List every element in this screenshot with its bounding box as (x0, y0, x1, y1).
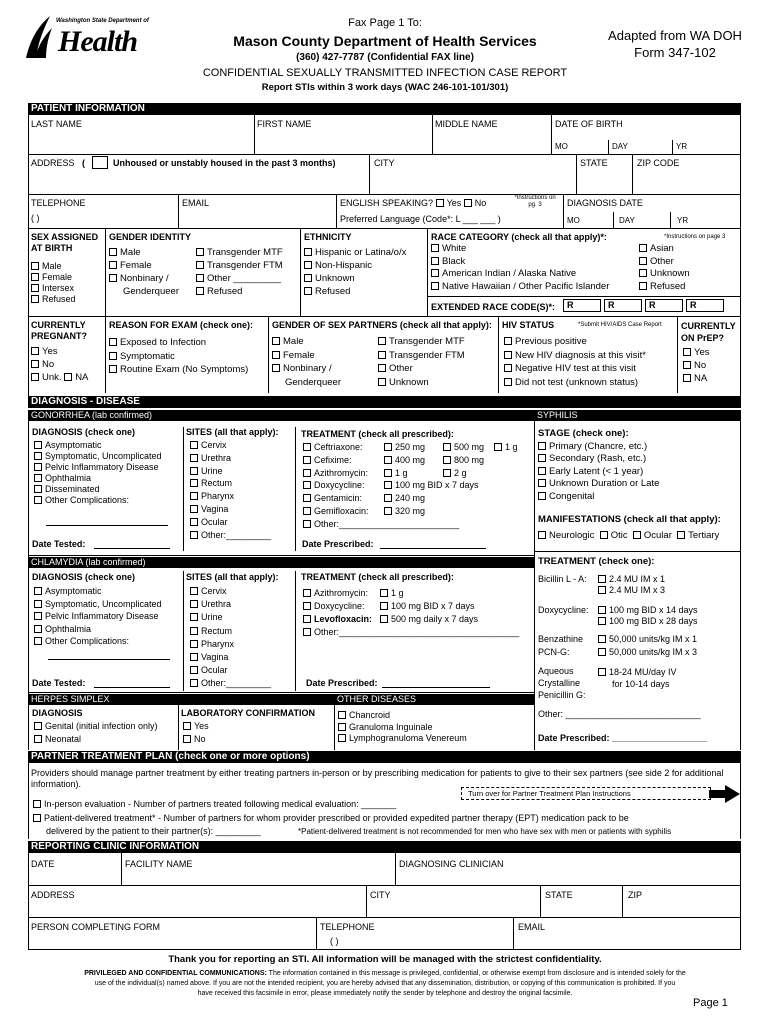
sex-at-birth-options: Male Female Intersex Refused (31, 261, 76, 305)
ct-sites-options: Cervix Urethra Urine Rectum Pharynx Vagina Ocular Other:_________ (190, 586, 271, 692)
middle-name-input[interactable] (435, 131, 548, 151)
granuloma-checkbox[interactable] (338, 723, 346, 731)
email-label: EMAIL (182, 198, 210, 208)
ct-site-vagina-checkbox[interactable] (190, 653, 198, 661)
pregnant-na-checkbox[interactable] (64, 373, 72, 381)
gc-doxycycline-checkbox[interactable] (303, 481, 311, 489)
manifest-tertiary-checkbox[interactable] (677, 531, 685, 539)
turnover-note: Turn over for Partner Treatment Plan Instructions (461, 787, 711, 800)
ct-dose-1g-checkbox[interactable] (380, 589, 388, 597)
ethnicity-options: Hispanic or Latina/o/x Non-Hispanic Unknown Refused (304, 247, 406, 299)
stage-congenital-checkbox[interactable] (538, 492, 546, 500)
lab-yes-checkbox[interactable] (183, 722, 191, 730)
partner-nonbinary-checkbox[interactable] (272, 364, 280, 372)
lgv-checkbox[interactable] (338, 734, 346, 742)
ethnicity-hispanic-checkbox[interactable] (304, 248, 312, 256)
chancroid-checkbox[interactable] (338, 711, 346, 719)
race-code-1[interactable]: R (563, 299, 601, 312)
gc-other-med-checkbox[interactable] (303, 520, 311, 528)
prep-na-checkbox[interactable] (683, 374, 691, 382)
gc-site-other-checkbox[interactable] (190, 531, 198, 539)
partner-other-checkbox[interactable] (378, 364, 386, 372)
clinic-city-label: CITY (370, 890, 391, 900)
reason-exposed-checkbox[interactable] (109, 338, 117, 346)
other-diseases-header: OTHER DISEASES (334, 694, 534, 705)
partner-ftm-checkbox[interactable] (378, 351, 386, 359)
clinic-telephone-label: TELEPHONE (320, 922, 375, 932)
hiv-previous-checkbox[interactable] (504, 337, 512, 345)
ct-other-checkbox[interactable] (34, 637, 42, 645)
ct-site-pharynx-checkbox[interactable] (190, 640, 198, 648)
reason-symptomatic-checkbox[interactable] (109, 352, 117, 360)
gc-site-urine-checkbox[interactable] (190, 467, 198, 475)
city-label: CITY (374, 158, 395, 168)
ct-date-prescribed: Date Prescribed: (306, 678, 378, 688)
thanks-note: Thank you for reporting an STI. All information will be managed with the strictest confidentiality. (168, 954, 602, 965)
ct-dose-levo-checkbox[interactable] (380, 615, 388, 623)
gc-asymptomatic-checkbox[interactable] (34, 441, 42, 449)
fax-phone: (360) 427-7787 (Confidential FAX line) (296, 52, 474, 63)
ct-dx-label: DIAGNOSIS (check one) (32, 572, 136, 582)
gc-meds: Ceftriaxone: Cefixime: Azithromycin: Doxycycline: Gentamicin: Gemifloxacin: Other:________________________ (303, 442, 459, 532)
herpes-header: HERPES SIMPLEX (28, 694, 334, 705)
aqueous-label: Aqueous Crystalline Penicillin G: (538, 666, 586, 700)
gender-other-checkbox[interactable] (196, 274, 204, 282)
ethnicity-unknown-checkbox[interactable] (304, 274, 312, 282)
ct-site-ocular-checkbox[interactable] (190, 666, 198, 674)
partners-options-2: Transgender MTF Transgender FTM Other Unknown (378, 336, 465, 390)
prep-yes-checkbox[interactable] (683, 348, 691, 356)
pdt-checkbox[interactable] (33, 814, 41, 822)
gc-pid-checkbox[interactable] (34, 463, 42, 471)
race-unknown-checkbox[interactable] (639, 269, 647, 277)
ct-site-other-checkbox[interactable] (190, 679, 198, 687)
pregnant-unk-checkbox[interactable] (31, 373, 39, 381)
gc-site-urethra-checkbox[interactable] (190, 454, 198, 462)
manifest-otic-checkbox[interactable] (600, 531, 608, 539)
logo-health-text: Health (58, 25, 138, 58)
race-aian-checkbox[interactable] (431, 269, 439, 277)
logo-small-text: Washington State Department of (56, 18, 149, 24)
partner-male-checkbox[interactable] (272, 337, 280, 345)
gender-options-1: Male Female Nonbinary / Genderqueer (109, 247, 179, 299)
gc-dose-1g-b-checkbox[interactable] (494, 443, 502, 451)
arrow-right-icon (709, 785, 741, 803)
sex-male-checkbox[interactable] (31, 262, 39, 270)
state-label: STATE (580, 158, 608, 168)
stage-primary-checkbox[interactable] (538, 442, 546, 450)
gender-options-2: Transgender MTF Transgender FTM Other _________ Refused (196, 247, 283, 299)
unhoused-label: Unhoused or unstably housed in the past 3 months) (113, 158, 336, 168)
gc-dose-250mg-checkbox[interactable] (384, 443, 392, 451)
ct-meds: Azithromycin: Doxycycline: Levofloxacin: Other:____________________________________ (303, 588, 519, 640)
gc-ceftriaxone-checkbox[interactable] (303, 443, 311, 451)
ct-levofloxacin-checkbox[interactable] (303, 615, 311, 623)
race-options-2: Asian Other Unknown Refused (639, 243, 690, 293)
telephone-label: TELEPHONE (31, 198, 86, 208)
aqueous-checkbox[interactable] (598, 668, 606, 676)
sex-refused-checkbox[interactable] (31, 295, 39, 303)
gc-dose-1g-checkbox[interactable] (384, 469, 392, 477)
syph-doxy-28-checkbox[interactable] (598, 617, 606, 625)
pdt-note: *Patient-delivered treatment is not recommended for men who have sex with men or patients with syphilis (298, 827, 672, 836)
dob-label: DATE OF BIRTH (555, 119, 623, 129)
benzathine-doses: 50,000 units/kg IM x 1 50,000 units/kg IM x 3 (598, 634, 697, 660)
stage-options: Primary (Chancre, etc.) Secondary (Rash, etc.) Early Latent (< 1 year) Unknown Duration or Late Congenital (538, 441, 659, 503)
gc-dose-320mg-checkbox[interactable] (384, 507, 392, 515)
other-diseases-options: Chancroid Granuloma Inguinale Lymphogranuloma Venereum (338, 710, 467, 745)
page-number: Page 1 (693, 997, 728, 1009)
pregnant-label: CURRENTLY PREGNANT? (31, 320, 87, 341)
last-name-label: LAST NAME (31, 119, 82, 129)
ct-pid-checkbox[interactable] (34, 612, 42, 620)
gc-dose-doxy-checkbox[interactable] (384, 481, 392, 489)
hiv-options: Previous positive New HIV diagnosis at this visit* Negative HIV test at this visit Did not test (unknown status) (504, 336, 646, 390)
gc-azithromycin-checkbox[interactable] (303, 469, 311, 477)
clinician-label: DIAGNOSING CLINICIAN (399, 859, 504, 869)
race-white-checkbox[interactable] (431, 244, 439, 252)
manifest-neuro-checkbox[interactable] (538, 531, 546, 539)
ct-doses: 1 g 100 mg BID x 7 days 500 mg daily x 7 days (380, 588, 478, 627)
ct-site-cervix-checkbox[interactable] (190, 587, 198, 595)
gc-site-rectum-checkbox[interactable] (190, 479, 198, 487)
syph-doxy-14-checkbox[interactable] (598, 606, 606, 614)
ethnicity-refused-checkbox[interactable] (304, 287, 312, 295)
bicillin-x3-checkbox[interactable] (598, 586, 606, 594)
english-no-checkbox[interactable] (464, 199, 472, 207)
diagnosis-date-label: DIAGNOSIS DATE (567, 198, 643, 208)
gc-other-checkbox[interactable] (34, 496, 42, 504)
address-label: ADDRESS ( (31, 158, 86, 168)
ct-site-urethra-checkbox[interactable] (190, 600, 198, 608)
pdt-line-2: delivered by the patient to their partner(s): _________ (46, 826, 261, 836)
gender-identity-label: GENDER IDENTITY (109, 232, 192, 242)
gc-dx-options: Asymptomatic Symptomatic, Uncomplicated Pelvic Inflammatory Disease Ophthalmia Disseminated Other Complications: (34, 440, 162, 506)
partner-unknown-checkbox[interactable] (378, 378, 386, 386)
preferred-language: Preferred Language (Code*: L ___ ___ ) (340, 214, 501, 224)
benz-x1-checkbox[interactable] (598, 635, 606, 643)
clinic-zip-label: ZIP (628, 890, 643, 900)
prep-no-checkbox[interactable] (683, 361, 691, 369)
race-code-2[interactable]: R (604, 299, 642, 312)
aqueous-doses: 18-24 MU/day IV for 10-14 days (598, 667, 677, 691)
race-black-checkbox[interactable] (431, 257, 439, 265)
benz-x3-checkbox[interactable] (598, 648, 606, 656)
ct-date-tested: Date Tested: (32, 678, 86, 688)
syph-doxy-doses: 100 mg BID x 14 days 100 mg BID x 28 days (598, 605, 698, 627)
form-title: CONFIDENTIAL SEXUALLY TRANSMITTED INFECTION CASE REPORT (202, 67, 568, 79)
race-code-4[interactable]: R (686, 299, 724, 312)
gc-doses-a: 250 mg 400 mg 1 g 100 mg BID x 7 days 240 mg 320 mg (384, 442, 479, 519)
partners-options-1: Male Female Nonbinary / Genderqueer (272, 336, 341, 390)
hiv-negative-checkbox[interactable] (504, 364, 512, 372)
ethnicity-label: ETHNICITY (304, 232, 352, 242)
gc-cefixime-checkbox[interactable] (303, 456, 311, 464)
lab-confirmation-label: LABORATORY CONFIRMATION (181, 708, 315, 718)
middle-name-label: MIDDLE NAME (435, 119, 498, 129)
prep-label: CURRENTLY ON PrEP? (681, 321, 736, 343)
gc-site-vagina-checkbox[interactable] (190, 505, 198, 513)
ct-asymptomatic-checkbox[interactable] (34, 587, 42, 595)
pregnant-yes-checkbox[interactable] (31, 347, 39, 355)
stage-secondary-checkbox[interactable] (538, 454, 546, 462)
herpes-dx-label: DIAGNOSIS (32, 708, 83, 718)
gc-disseminated-checkbox[interactable] (34, 485, 42, 493)
reason-routine-checkbox[interactable] (109, 365, 117, 373)
gc-gentamicin-checkbox[interactable] (303, 494, 311, 502)
ethnicity-non-hispanic-checkbox[interactable] (304, 261, 312, 269)
gc-site-cervix-checkbox[interactable] (190, 441, 198, 449)
gc-treatment-label: TREATMENT (check all prescribed): (301, 429, 454, 439)
gc-dx-label: DIAGNOSIS (check one) (32, 427, 136, 437)
gender-ftm-checkbox[interactable] (196, 261, 204, 269)
gc-dose-240mg-checkbox[interactable] (384, 494, 392, 502)
benzathine-label: Benzathine PCN-G: (538, 634, 584, 657)
gonorrhea-header: GONORRHEA (lab confirmed) (28, 410, 534, 421)
extended-race-boxes (563, 299, 727, 312)
gc-doses-b: 500 mg 800 mg 2 g (443, 442, 484, 480)
gender-refused-checkbox[interactable] (196, 287, 204, 295)
sex-intersex-checkbox[interactable] (31, 284, 39, 292)
race-nhpi-checkbox[interactable] (431, 282, 439, 290)
clinic-email-label: EMAIL (518, 922, 546, 932)
hiv-status-label: HIV STATUS (502, 320, 555, 330)
hiv-not-tested-checkbox[interactable] (504, 378, 512, 386)
gender-female-checkbox[interactable] (109, 261, 117, 269)
diagnosis-section-header: DIAGNOSIS - DISEASE (28, 396, 741, 408)
prep-options: Yes No NA (683, 347, 710, 386)
sex-female-checkbox[interactable] (31, 273, 39, 281)
ct-doxycycline-checkbox[interactable] (303, 602, 311, 610)
last-name-input[interactable] (31, 131, 251, 151)
pregnant-options: Yes No Unk. NA (31, 346, 88, 385)
telephone-paren: ( ) (31, 213, 40, 223)
stage-early-latent-checkbox[interactable] (538, 467, 546, 475)
in-person-option: In-person evaluation - Number of partners treated following medical evaluation: _______ (33, 799, 396, 809)
manifest-ocular-checkbox[interactable] (633, 531, 641, 539)
bicillin-x1-checkbox[interactable] (598, 575, 606, 583)
gc-date-prescribed: Date Prescribed: (302, 539, 374, 549)
syph-other: Other: ___________________________ (538, 709, 701, 719)
pregnant-no-checkbox[interactable] (31, 360, 39, 368)
gender-male-checkbox[interactable] (109, 248, 117, 256)
partner-female-checkbox[interactable] (272, 351, 280, 359)
pdt-option: Patient-delivered treatment* - Number of partners for whom provider prescribed or provided expedited partner therapy (EPT) medication pack to be (33, 813, 629, 823)
gender-mtf-checkbox[interactable] (196, 248, 204, 256)
gc-site-ocular-checkbox[interactable] (190, 518, 198, 526)
partner-mtf-checkbox[interactable] (378, 337, 386, 345)
person-completing-label: PERSON COMPLETING FORM (31, 922, 161, 932)
herpes-options: Genital (initial infection only) Neonatal (34, 721, 158, 746)
gc-dose-c: 1 g (494, 442, 518, 453)
ct-dx-options: Asymptomatic Symptomatic, Uncomplicated Pelvic Inflammatory Disease Ophthalmia Other Complications: (34, 586, 162, 649)
ct-symptomatic-checkbox[interactable] (34, 600, 42, 608)
ct-ophthalmia-checkbox[interactable] (34, 625, 42, 633)
reason-options: Exposed to Infection Symptomatic Routine Exam (No Symptoms) (109, 337, 248, 378)
unhoused-checkbox[interactable] (92, 156, 108, 169)
bicillin-label: Bicillin L - A: (538, 574, 587, 584)
extended-race-label: EXTENDED RACE CODE(S)*: (431, 302, 556, 312)
clinic-state-label: STATE (545, 890, 573, 900)
gc-dose-400mg-checkbox[interactable] (384, 456, 392, 464)
syph-date-prescribed: Date Prescribed: ___________________ (538, 733, 708, 743)
race-asian-checkbox[interactable] (639, 244, 647, 252)
gc-dose-800mg-checkbox[interactable] (443, 456, 451, 464)
english-yes-checkbox[interactable] (436, 199, 444, 207)
ct-site-rectum-checkbox[interactable] (190, 627, 198, 635)
herpes-genital-checkbox[interactable] (34, 722, 42, 730)
stage-label: STAGE (check one): (538, 428, 629, 439)
hiv-new-checkbox[interactable] (504, 351, 512, 359)
report-rule: Report STIs within 3 work days (WAC 246-101-101/301) (261, 82, 509, 93)
ct-site-urine-checkbox[interactable] (190, 613, 198, 621)
partners-label: GENDER OF SEX PARTNERS (check all that apply): (272, 320, 492, 330)
partner-plan-intro: Providers should manage partner treatment by either treating partners in-person or by prescribing medication for patients to give to their sex partners (see side 2 for additional information). (31, 768, 724, 789)
clinic-telephone-paren: ( ) (330, 936, 339, 946)
gc-symptomatic-checkbox[interactable] (34, 452, 42, 460)
chlamydia-header: CHLAMYDIA (lab confirmed) (28, 557, 534, 568)
race-other-checkbox[interactable] (639, 257, 647, 265)
bicillin-doses: 2.4 MU IM x 1 2.4 MU IM x 3 (598, 574, 665, 596)
gc-sites-label: SITES (all that apply): (186, 427, 279, 437)
gc-gemifloxacin-checkbox[interactable] (303, 507, 311, 515)
gc-ophthalmia-checkbox[interactable] (34, 474, 42, 482)
zip-label: ZIP CODE (637, 158, 680, 168)
first-name-input[interactable] (257, 131, 429, 151)
gender-nonbinary-checkbox[interactable] (109, 274, 117, 282)
syphilis-header: SYPHILIS (534, 410, 741, 421)
sex-at-birth-label: SEX ASSIGNED AT BIRTH (31, 232, 99, 253)
race-code-3[interactable]: R (645, 299, 683, 312)
facility-name-label: FACILITY NAME (125, 859, 193, 869)
clinic-section-header: REPORTING CLINIC INFORMATION (28, 841, 741, 853)
ct-other-med-checkbox[interactable] (303, 628, 311, 636)
race-refused-checkbox[interactable] (639, 282, 647, 290)
ct-sites-label: SITES (all that apply): (186, 572, 279, 582)
ct-azithromycin-checkbox[interactable] (303, 589, 311, 597)
syph-doxy-label: Doxycycline: (538, 605, 589, 615)
gc-date-tested: Date Tested: (32, 539, 86, 549)
gc-dose-2g-checkbox[interactable] (443, 469, 451, 477)
lab-confirmation-options: Yes No (183, 721, 209, 746)
first-name-label: FIRST NAME (257, 119, 312, 129)
lab-no-checkbox[interactable] (183, 735, 191, 743)
reason-label: REASON FOR EXAM (check one): (109, 320, 254, 330)
stage-unknown-checkbox[interactable] (538, 479, 546, 487)
gc-sites-options: Cervix Urethra Urine Rectum Pharynx Vagina Ocular Other:_________ (190, 440, 271, 542)
manifestations-options: Neurologic Otic Ocular Tertiary (538, 531, 719, 542)
race-label: RACE CATEGORY (check all that apply)*: (431, 232, 607, 242)
herpes-neonatal-checkbox[interactable] (34, 735, 42, 743)
clinic-date-label: DATE (31, 859, 55, 869)
race-options-1: White Black American Indian / Alaska Native Native Hawaiian / Other Pacific Islander (431, 243, 609, 293)
manifestations-label: MANIFESTATIONS (check all that apply): (538, 514, 721, 525)
syph-treatment-label: TREATMENT (check one): (538, 556, 655, 567)
clinic-address-label: ADDRESS (31, 890, 75, 900)
ct-treatment-label: TREATMENT (check all prescribed): (301, 572, 454, 582)
adapted-note: Adapted from WA DOH Form 347-102 (608, 28, 742, 60)
org-name: Mason County Department of Health Services (233, 33, 537, 49)
ct-dose-doxy-checkbox[interactable] (380, 602, 388, 610)
privileged-notice: PRIVILEGED AND CONFIDENTIAL COMMUNICATIONS: The information contained in this message is privileged, confidential, or otherwise exempt from disclosure and is intended solely for the use of the individual(s) named above. If you are not the intended recipient, you are hereby advised that any dissemination, distribution, or copying of this communication is prohibited. If you have received this facsimile in error, please immediately notify the sender by telephone and destroy the original facsimile. (84, 970, 686, 997)
partner-plan-header: PARTNER TREATMENT PLAN (check one or more options) (28, 751, 741, 763)
gc-site-pharynx-checkbox[interactable] (190, 492, 198, 500)
fax-to: Fax Page 1 To: (348, 17, 422, 29)
gc-dose-500mg-checkbox[interactable] (443, 443, 451, 451)
in-person-checkbox[interactable] (33, 800, 41, 808)
patient-section-header: PATIENT INFORMATION (28, 103, 741, 115)
english-label: ENGLISH SPEAKING? Yes No (340, 198, 487, 208)
